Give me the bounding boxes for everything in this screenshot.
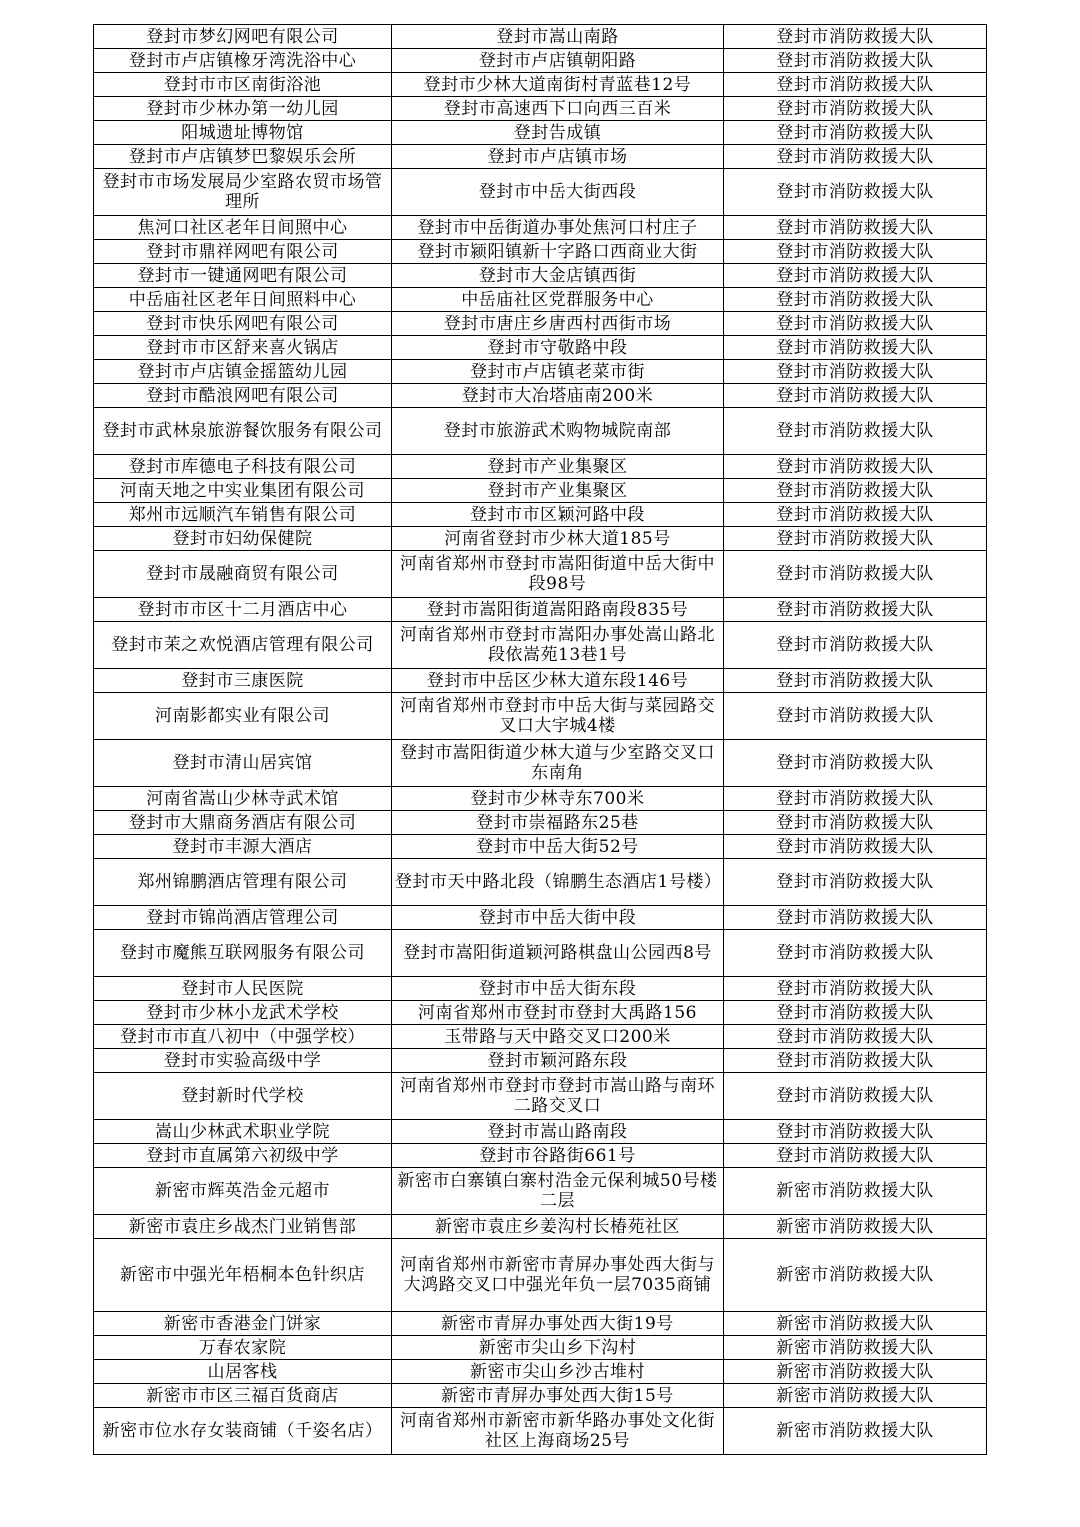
address-cell: 登封告成镇	[392, 121, 724, 145]
company-name-cell: 登封市人民医院	[94, 977, 392, 1001]
address-cell: 登封市中岳大街东段	[392, 977, 724, 1001]
address-cell: 登封市嵩阳街道少林大道与少室路交叉口东南角	[392, 740, 724, 787]
table-row	[94, 360, 987, 384]
address-cell: 登封市中岳大街中段	[392, 906, 724, 930]
address-cell: 登封市卢店镇朝阳路	[392, 49, 724, 73]
company-name-cell: 新密市袁庄乡战杰门业销售部	[94, 1215, 392, 1239]
fire-brigade-cell: 登封市消防救援大队	[724, 169, 987, 216]
table-row	[94, 1360, 987, 1384]
address-cell: 登封市产业集聚区	[392, 479, 724, 503]
company-name-cell: 阳城遗址博物馆	[94, 121, 392, 145]
company-name-cell: 登封市库德电子科技有限公司	[94, 455, 392, 479]
table-row	[94, 240, 987, 264]
company-name-cell: 登封市少林办第一幼儿园	[94, 97, 392, 121]
address-cell: 登封市嵩山路南段	[392, 1120, 724, 1144]
company-name-cell: 嵩山少林武术职业学院	[94, 1120, 392, 1144]
fire-brigade-cell: 登封市消防救援大队	[724, 1144, 987, 1168]
company-name-cell: 新密市香港金门饼家	[94, 1312, 392, 1336]
company-name-cell: 河南天地之中实业集团有限公司	[94, 479, 392, 503]
table-row	[94, 1239, 987, 1312]
table-row	[94, 25, 987, 49]
address-cell: 登封市颖河路东段	[392, 1049, 724, 1073]
table-row	[94, 145, 987, 169]
company-name-cell: 登封市卢店镇金摇篮幼儿园	[94, 360, 392, 384]
address-cell: 登封市产业集聚区	[392, 455, 724, 479]
fire-brigade-cell: 登封市消防救援大队	[724, 1120, 987, 1144]
company-name-cell: 中岳庙社区老年日间照料中心	[94, 288, 392, 312]
address-cell: 河南省郑州市登封市登封市嵩山路与南环二路交叉口	[392, 1073, 724, 1120]
table-row	[94, 906, 987, 930]
fire-brigade-cell: 登封市消防救援大队	[724, 384, 987, 408]
company-name-cell: 登封市鼎祥网吧有限公司	[94, 240, 392, 264]
fire-brigade-cell: 新密市消防救援大队	[724, 1312, 987, 1336]
table-row	[94, 1336, 987, 1360]
fire-brigade-cell: 登封市消防救援大队	[724, 669, 987, 693]
company-name-cell: 登封市茉之欢悦酒店管理有限公司	[94, 622, 392, 669]
fire-brigade-cell: 登封市消防救援大队	[724, 336, 987, 360]
fire-brigade-cell: 登封市消防救援大队	[724, 1049, 987, 1073]
company-name-cell: 登封市三康医院	[94, 669, 392, 693]
fire-brigade-cell: 登封市消防救援大队	[724, 811, 987, 835]
fire-brigade-cell: 登封市消防救援大队	[724, 1001, 987, 1025]
table-row	[94, 740, 987, 787]
table-row	[94, 121, 987, 145]
address-cell: 河南省郑州市新密市青屏办事处西大街与大鸿路交叉口中强光年负一层7035商铺	[392, 1239, 724, 1312]
fire-brigade-cell: 登封市消防救援大队	[724, 1025, 987, 1049]
address-cell: 新密市尖山乡沙古堆村	[392, 1360, 724, 1384]
address-cell: 登封市卢店镇市场	[392, 145, 724, 169]
fire-brigade-cell: 新密市消防救援大队	[724, 1168, 987, 1215]
company-name-cell: 登封市市区南街浴池	[94, 73, 392, 97]
company-name-cell: 登封市直属第六初级中学	[94, 1144, 392, 1168]
company-name-cell: 新密市位水存女装商铺（千姿名店）	[94, 1408, 392, 1455]
address-cell: 河南省登封市少林大道185号	[392, 527, 724, 551]
table-row	[94, 1408, 987, 1455]
table-row	[94, 527, 987, 551]
fire-brigade-cell: 登封市消防救援大队	[724, 49, 987, 73]
company-name-cell: 登封市市区十二月酒店中心	[94, 598, 392, 622]
company-name-cell: 登封市魔熊互联网服务有限公司	[94, 930, 392, 977]
fire-brigade-cell: 登封市消防救援大队	[724, 906, 987, 930]
fire-brigade-cell: 新密市消防救援大队	[724, 1239, 987, 1312]
fire-brigade-cell: 登封市消防救援大队	[724, 740, 987, 787]
address-cell: 登封市谷路街661号	[392, 1144, 724, 1168]
address-cell: 登封市大冶塔庙南200米	[392, 384, 724, 408]
fire-brigade-cell: 登封市消防救援大队	[724, 551, 987, 598]
address-cell: 登封市高速西下口向西三百米	[392, 97, 724, 121]
table-row	[94, 787, 987, 811]
table-row	[94, 384, 987, 408]
fire-brigade-cell: 登封市消防救援大队	[724, 408, 987, 455]
table-row	[94, 288, 987, 312]
company-name-cell: 登封市市区舒来喜火锅店	[94, 336, 392, 360]
address-cell: 登封市嵩阳街道颖河路棋盘山公园西8号	[392, 930, 724, 977]
company-name-cell: 登封市酷浪网吧有限公司	[94, 384, 392, 408]
table-row	[94, 503, 987, 527]
company-name-cell: 登封市少林小龙武术学校	[94, 1001, 392, 1025]
address-cell: 登封市天中路北段（锦鹏生态酒店1号楼）	[392, 859, 724, 906]
company-name-cell: 登封市清山居宾馆	[94, 740, 392, 787]
fire-brigade-cell: 新密市消防救援大队	[724, 1384, 987, 1408]
address-cell: 河南省郑州市登封市中岳大街与菜园路交叉口大宇城4楼	[392, 693, 724, 740]
address-cell: 河南省郑州市登封市嵩阳办事处嵩山路北段依嵩苑13巷1号	[392, 622, 724, 669]
address-cell: 登封市少林大道南街村青蓝巷12号	[392, 73, 724, 97]
fire-brigade-cell: 登封市消防救援大队	[724, 693, 987, 740]
address-cell: 登封市中岳大街52号	[392, 835, 724, 859]
table-row	[94, 1384, 987, 1408]
table-row	[94, 1168, 987, 1215]
table-row	[94, 1312, 987, 1336]
company-name-cell: 登封新时代学校	[94, 1073, 392, 1120]
company-name-cell: 郑州锦鹏酒店管理有限公司	[94, 859, 392, 906]
table-row	[94, 1049, 987, 1073]
table-row	[94, 835, 987, 859]
company-name-cell: 登封市武林泉旅游餐饮服务有限公司	[94, 408, 392, 455]
address-cell: 新密市青屏办事处西大街15号	[392, 1384, 724, 1408]
fire-brigade-cell: 新密市消防救援大队	[724, 1215, 987, 1239]
company-name-cell: 登封市实验高级中学	[94, 1049, 392, 1073]
table-row	[94, 169, 987, 216]
company-name-cell: 新密市中强光年梧桐本色针织店	[94, 1239, 392, 1312]
company-name-cell: 登封市卢店镇梦巴黎娱乐会所	[94, 145, 392, 169]
company-name-cell: 河南省嵩山少林寺武术馆	[94, 787, 392, 811]
fire-brigade-cell: 新密市消防救援大队	[724, 1360, 987, 1384]
company-name-cell: 登封市丰源大酒店	[94, 835, 392, 859]
company-name-cell: 登封市晟融商贸有限公司	[94, 551, 392, 598]
address-cell: 新密市袁庄乡姜沟村长椿苑社区	[392, 1215, 724, 1239]
address-cell: 登封市大金店镇西街	[392, 264, 724, 288]
fire-brigade-cell: 登封市消防救援大队	[724, 25, 987, 49]
table-row	[94, 1001, 987, 1025]
company-name-cell: 新密市市区三福百货商店	[94, 1384, 392, 1408]
table-row	[94, 859, 987, 906]
address-cell: 登封市中岳区少林大道东段146号	[392, 669, 724, 693]
fire-brigade-cell: 登封市消防救援大队	[724, 1073, 987, 1120]
address-cell: 登封市嵩山南路	[392, 25, 724, 49]
company-name-cell: 山居客栈	[94, 1360, 392, 1384]
fire-brigade-cell: 登封市消防救援大队	[724, 503, 987, 527]
company-name-cell: 郑州市远顺汽车销售有限公司	[94, 503, 392, 527]
address-cell: 玉带路与天中路交叉口200米	[392, 1025, 724, 1049]
address-cell: 登封市中岳大街西段	[392, 169, 724, 216]
table-row	[94, 1215, 987, 1239]
fire-brigade-cell: 登封市消防救援大队	[724, 930, 987, 977]
fire-brigade-cell: 登封市消防救援大队	[724, 527, 987, 551]
table-row	[94, 930, 987, 977]
fire-brigade-cell: 登封市消防救援大队	[724, 479, 987, 503]
address-cell: 登封市中岳街道办事处焦河口村庄子	[392, 216, 724, 240]
company-name-cell: 登封市卢店镇橡牙湾洗浴中心	[94, 49, 392, 73]
table-row	[94, 551, 987, 598]
table-row	[94, 977, 987, 1001]
table-row	[94, 312, 987, 336]
address-cell: 登封市崇福路东25巷	[392, 811, 724, 835]
table-row	[94, 455, 987, 479]
enterprise-list-table	[93, 24, 987, 1455]
company-name-cell: 登封市市场发展局少室路农贸市场管理所	[94, 169, 392, 216]
table-row	[94, 408, 987, 455]
fire-brigade-cell: 登封市消防救援大队	[724, 216, 987, 240]
company-name-cell: 焦河口社区老年日间照中心	[94, 216, 392, 240]
company-name-cell: 河南影都实业有限公司	[94, 693, 392, 740]
fire-brigade-cell: 登封市消防救援大队	[724, 121, 987, 145]
address-cell: 新密市尖山乡下沟村	[392, 1336, 724, 1360]
address-cell: 新密市白寨镇白寨村浩金元保利城50号楼二层	[392, 1168, 724, 1215]
company-name-cell: 登封市锦尚酒店管理公司	[94, 906, 392, 930]
table-row	[94, 693, 987, 740]
fire-brigade-cell: 登封市消防救援大队	[724, 240, 987, 264]
table-row	[94, 1144, 987, 1168]
fire-brigade-cell: 登封市消防救援大队	[724, 145, 987, 169]
table-row	[94, 479, 987, 503]
address-cell: 登封市市区颖河路中段	[392, 503, 724, 527]
table-row	[94, 49, 987, 73]
company-name-cell: 登封市市直八初中（中强学校）	[94, 1025, 392, 1049]
fire-brigade-cell: 登封市消防救援大队	[724, 97, 987, 121]
company-name-cell: 登封市妇幼保健院	[94, 527, 392, 551]
table-row	[94, 1073, 987, 1120]
fire-brigade-cell: 登封市消防救援大队	[724, 455, 987, 479]
address-cell: 登封市卢店镇老菜市街	[392, 360, 724, 384]
table-row	[94, 336, 987, 360]
table-row	[94, 622, 987, 669]
fire-brigade-cell: 登封市消防救援大队	[724, 288, 987, 312]
company-name-cell: 登封市梦幻网吧有限公司	[94, 25, 392, 49]
fire-brigade-cell: 登封市消防救援大队	[724, 622, 987, 669]
fire-brigade-cell: 登封市消防救援大队	[724, 977, 987, 1001]
fire-brigade-cell: 登封市消防救援大队	[724, 73, 987, 97]
fire-brigade-cell: 登封市消防救援大队	[724, 598, 987, 622]
table-row	[94, 1120, 987, 1144]
address-cell: 登封市颍阳镇新十字路口西商业大街	[392, 240, 724, 264]
table-row	[94, 669, 987, 693]
fire-brigade-cell: 登封市消防救援大队	[724, 787, 987, 811]
table-row	[94, 73, 987, 97]
fire-brigade-cell: 登封市消防救援大队	[724, 859, 987, 906]
table-row	[94, 216, 987, 240]
address-cell: 河南省郑州市新密市新华路办事处文化街社区上海商场25号	[392, 1408, 724, 1455]
table-row	[94, 1025, 987, 1049]
company-name-cell: 登封市大鼎商务酒店有限公司	[94, 811, 392, 835]
fire-brigade-cell: 登封市消防救援大队	[724, 835, 987, 859]
fire-brigade-cell: 新密市消防救援大队	[724, 1408, 987, 1455]
table-row	[94, 811, 987, 835]
company-name-cell: 万春农家院	[94, 1336, 392, 1360]
address-cell: 登封市嵩阳街道嵩阳路南段835号	[392, 598, 724, 622]
address-cell: 登封市旅游武术购物城院南部	[392, 408, 724, 455]
address-cell: 新密市青屏办事处西大街19号	[392, 1312, 724, 1336]
company-name-cell: 登封市快乐网吧有限公司	[94, 312, 392, 336]
address-cell: 中岳庙社区党群服务中心	[392, 288, 724, 312]
company-name-cell: 登封市一键通网吧有限公司	[94, 264, 392, 288]
table-body	[94, 25, 987, 1455]
address-cell: 登封市少林寺东700米	[392, 787, 724, 811]
table-row	[94, 264, 987, 288]
address-cell: 河南省郑州市登封市嵩阳街道中岳大街中段98号	[392, 551, 724, 598]
fire-brigade-cell: 登封市消防救援大队	[724, 360, 987, 384]
table-row	[94, 598, 987, 622]
fire-brigade-cell: 新密市消防救援大队	[724, 1336, 987, 1360]
address-cell: 登封市唐庄乡唐西村西街市场	[392, 312, 724, 336]
address-cell: 河南省郑州市登封市登封大禹路156	[392, 1001, 724, 1025]
address-cell: 登封市守敬路中段	[392, 336, 724, 360]
table-row	[94, 97, 987, 121]
fire-brigade-cell: 登封市消防救援大队	[724, 312, 987, 336]
company-name-cell: 新密市辉英浩金元超市	[94, 1168, 392, 1215]
fire-brigade-cell: 登封市消防救援大队	[724, 264, 987, 288]
